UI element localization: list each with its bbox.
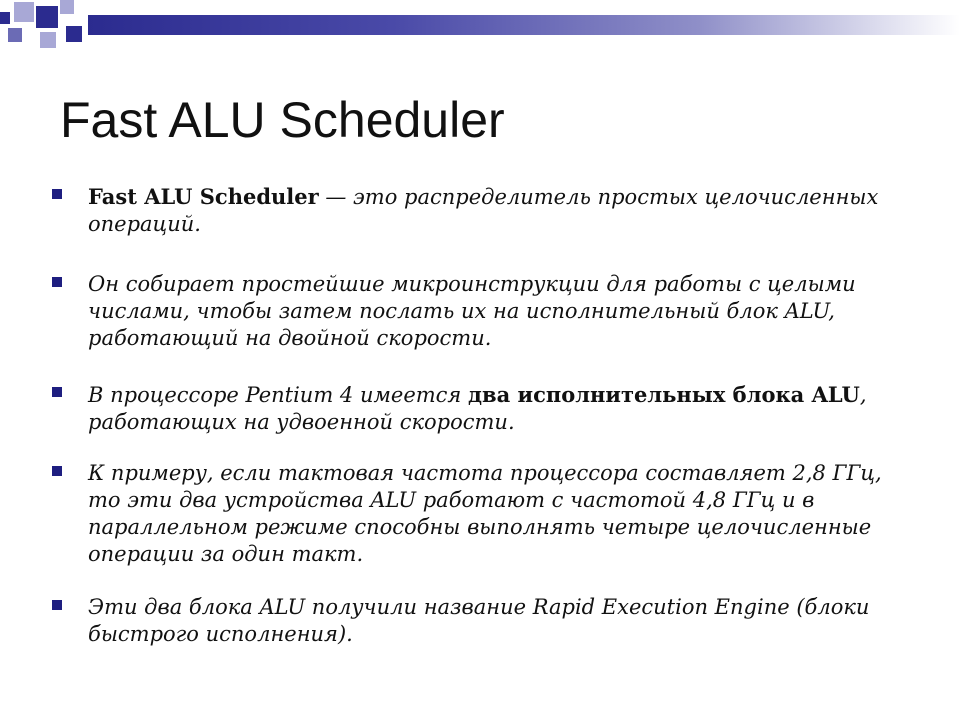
bullet-rest: — это распределитель простых целочисленных операций.: [88, 185, 879, 236]
bullet-square-icon: [52, 277, 62, 287]
bullet-square-icon: [52, 189, 62, 199]
bullet-square-icon: [52, 466, 62, 476]
bullet-pre: В процессоре Pentium 4 имеется: [88, 383, 468, 407]
bullet-text: Он собирает простейшие микроинструкции для работы с целыми числами, чтобы затем послать их на исполнительный блок ALU, работающий на двойной скорости.: [88, 272, 856, 350]
bullet-text: К примеру, если тактовая частота процессора составляет 2,8 ГГц, то эти два устройства ALU работают с частотой 4,8 ГГц и в параллельном режиме способны выполнять четыре целочисленные операции за один такт.: [88, 461, 882, 566]
bullet-text: Эти два блока ALU получили название Rapid Execution Engine (блоки быстрого исполнения).: [88, 595, 870, 646]
bullet-square-icon: [52, 387, 62, 397]
bullet-text: [88, 381, 908, 436]
bullet-bold: два исполнительных блока ALU: [468, 382, 860, 407]
bullet-square-icon: [52, 600, 62, 610]
bullet-post: , работающих на удвоенной скорости.: [88, 383, 867, 434]
bullet-text: [88, 183, 908, 238]
bullet-bold-lead: Fast ALU Scheduler: [88, 184, 319, 209]
slide-title: Fast ALU Scheduler: [60, 92, 505, 148]
